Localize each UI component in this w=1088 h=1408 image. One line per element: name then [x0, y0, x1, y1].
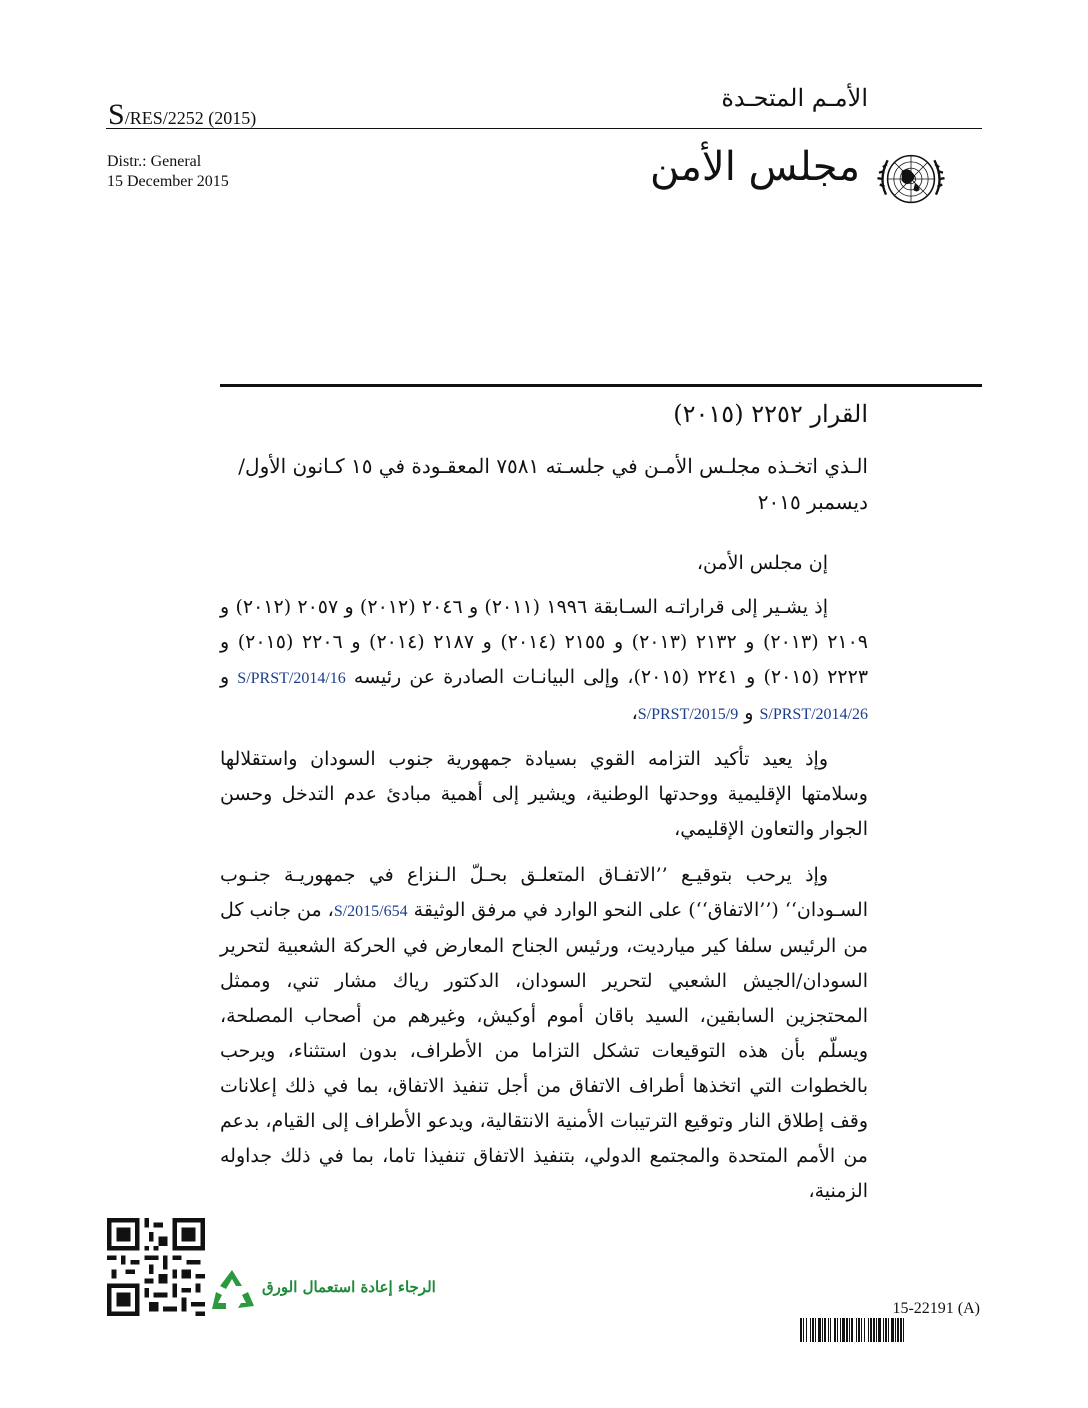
- conjunction: و: [744, 702, 754, 724]
- conjunction: و: [220, 666, 230, 688]
- paragraph-text: ، من جانب كل من الرئيس سلفا كير ميارديت، ورئيس الجناح المعارض في الحركة الشعبية لتحرير السودان/الجيش الشعبي لتحرير السودان، الدكتور رياك مشار تني، وممثل المحتجزين السابقين، السيد باقان أموم أوكيش، وغيرهم من أصحاب المصلحة، ويسلّم بأن هذه التوقيعات تشكل التزاما من الأطراف، بدون استثناء، ويرحب بالخطوات التي اتخذها أطراف الاتفاق من أجل تنفيذ الاتفاق، بما في ذلك إعلانات وقف إطلاق النار وتوقيع الترتيبات الأمنية الانتقالية، ويدعو الأطراف إلى القيام، بدعم من الأمم المتحدة والمجتمع الدولي، بتنفيذ الاتفاق تنفيذا تاما، بما في ذلك جداوله الزمنية،: [220, 899, 868, 1202]
- document-link[interactable]: S/PRST/2014/16: [237, 670, 346, 687]
- document-symbol: [108, 98, 256, 132]
- qr-code-icon: [107, 1218, 205, 1316]
- preamble-paragraph-3: [220, 858, 868, 1209]
- document-link[interactable]: S/PRST/2014/26: [759, 706, 868, 723]
- header-divider: [106, 128, 982, 129]
- recycle-icon: [208, 1268, 256, 1312]
- document-link[interactable]: S/PRST/2015/9: [637, 706, 739, 723]
- distribution-label: Distr.: General: [107, 153, 202, 170]
- punctuation: ،: [631, 702, 638, 724]
- preamble-paragraph-1: [220, 590, 868, 732]
- recycle-notice: الرجاء إعادة استعمال الورق: [262, 1278, 436, 1296]
- preamble-paragraph-2: وإذ يعيد تأكيد التزامه القوي بسيادة جمهورية جنوب السودان واستقلالها وسلامتها الإقليمية ووحدتها الوطنية، ويشير إلى أهمية مبادئ عدم التدخل وحسن الجوار والتعاون الإقليمي،: [220, 748, 868, 840]
- symbol-rest: /RES/2252 (2015): [124, 108, 257, 128]
- paragraph-text: وإذ يرحب بتوقيـع ’’الاتفـاق المتعلـق بحـلّ الـنزاع في جمهوريـة جنـوب السـودان‘‘ (’’الاتفاق‘‘) على النحو الوارد في مرفق الوثيقة: [220, 864, 868, 921]
- preamble-opening: إن مجلس الأمن،: [696, 552, 828, 574]
- organization-name: الأمـم المتحـدة: [721, 84, 868, 112]
- distribution-block: [107, 152, 229, 192]
- un-emblem-icon: [872, 140, 950, 218]
- symbol-prefix: S: [108, 98, 125, 131]
- resolution-subtitle: الـذي اتخـذه مجلـس الأمـن في جلسـته ٧٥٨١ المعقـودة في ١٥ كـانون الأول/ ديسمبر ٢٠١٥: [238, 454, 868, 514]
- document-number: 15-22191 (A): [892, 1300, 980, 1317]
- resolution-title: القرار ٢٢٥٢ (٢٠١٥): [673, 400, 868, 428]
- document-link[interactable]: S/2015/654: [333, 903, 408, 920]
- barcode-icon: [800, 1318, 982, 1342]
- title-divider: [220, 384, 982, 387]
- paragraph-text: إذ يشـير إلى قراراتـه السـابقة ١٩٩٦ (٢٠١١) و ٢٠٤٦ (٢٠١٢) و ٢٠٥٧ (٢٠١٢) و ٢١٠٩ (٢٠١٣) و ٢١٣٢ (٢٠١٣) و ٢١٥٥ (٢٠١٤) و ٢١٨٧ (٢٠١٤) و ٢٢٠٦ (٢٠١٥) و ٢٢٢٣ (٢٠١٥) و ٢٢٤١ (٢٠١٥)، وإلى البيانـات الصادرة عن رئيسه: [220, 596, 869, 688]
- council-name: مجلس الأمن: [650, 144, 860, 190]
- document-date: 15 December 2015: [107, 173, 229, 190]
